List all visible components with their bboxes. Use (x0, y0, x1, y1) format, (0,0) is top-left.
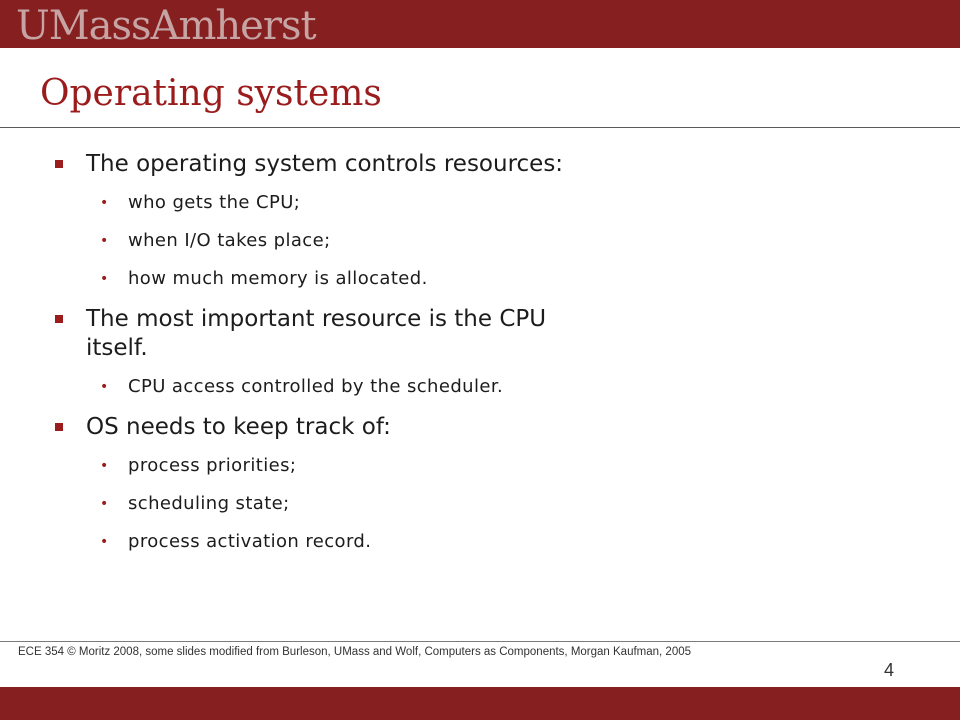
square-bullet-icon (55, 160, 63, 168)
sub-bullet-text: how much memory is allocated. (128, 268, 428, 289)
title-divider (0, 127, 960, 128)
sub-bullet (52, 530, 612, 554)
bullet-point (52, 413, 612, 442)
square-bullet-icon (55, 315, 63, 323)
page-number: 4 (883, 660, 894, 680)
dot-bullet-icon: • (100, 233, 109, 249)
umass-amherst-logo: UMassAmherst (16, 3, 316, 49)
footer-credit: ECE 354 © Moritz 2008, some slides modified from Burleson, UMass and Wolf, Computers as Components, Morgan Kaufman, 2005 (18, 646, 692, 658)
dot-bullet-icon: • (100, 458, 109, 474)
dot-bullet-icon: • (100, 195, 109, 211)
sub-bullet-text: scheduling state; (128, 493, 290, 514)
bullet-point (52, 150, 612, 179)
sub-bullet (52, 375, 612, 399)
sub-bullet (52, 492, 612, 516)
bullet-point (52, 305, 612, 363)
sub-bullet (52, 191, 612, 215)
dot-bullet-icon: • (100, 379, 109, 395)
sub-bullet (52, 267, 612, 291)
footer-bar (0, 687, 960, 720)
footer-divider (0, 641, 960, 642)
sub-bullet-text: process priorities; (128, 455, 297, 476)
header-bar (0, 0, 960, 48)
dot-bullet-icon: • (100, 534, 109, 550)
bullet-text: OS needs to keep track of: (86, 414, 391, 440)
bullet-text: The operating system controls resources: (86, 151, 564, 177)
sub-bullet-text: CPU access controlled by the scheduler. (128, 376, 504, 397)
sub-bullet-text: process activation record. (128, 531, 372, 552)
dot-bullet-icon: • (100, 496, 109, 512)
sub-bullet-text: who gets the CPU; (128, 192, 301, 213)
dot-bullet-icon: • (100, 271, 109, 287)
square-bullet-icon (55, 423, 63, 431)
sub-bullet (52, 229, 612, 253)
sub-bullet-text: when I/O takes place; (128, 230, 331, 251)
bullet-text: The most important resource is the CPU itself. (86, 306, 547, 361)
slide-title: Operating systems (40, 73, 382, 114)
sub-bullet (52, 454, 612, 478)
slide-body (52, 150, 612, 568)
